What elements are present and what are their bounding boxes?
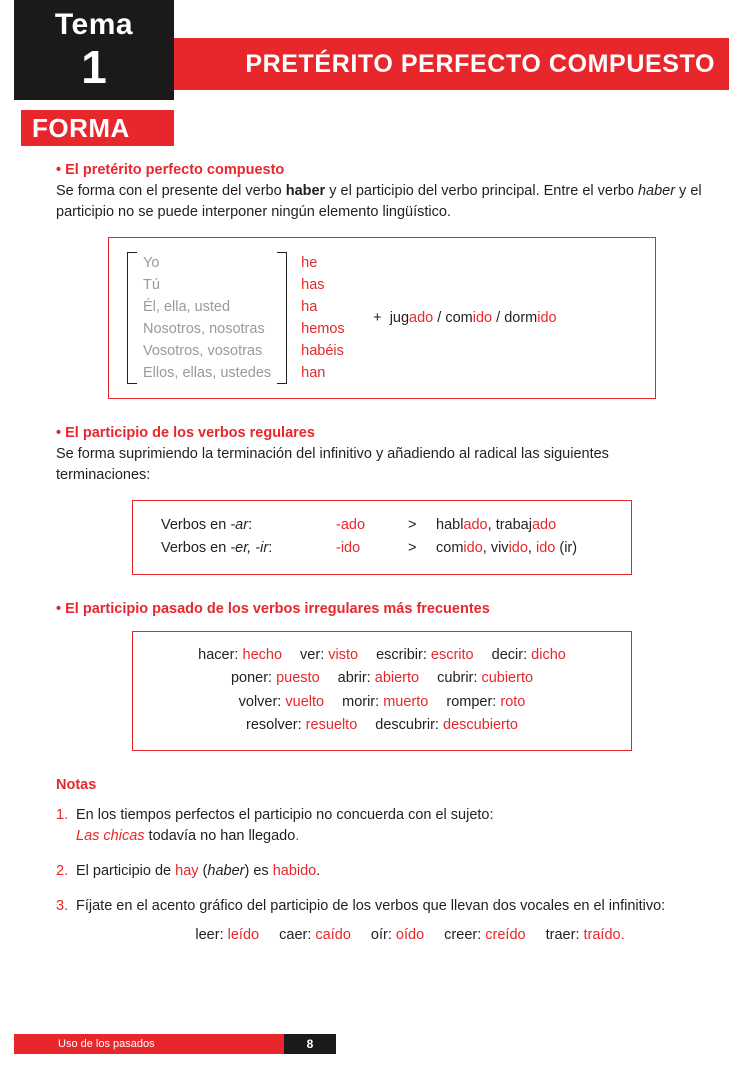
participle: puesto xyxy=(276,670,320,687)
ending: ido xyxy=(537,310,557,327)
nota-body xyxy=(76,896,704,946)
section-compuesto xyxy=(56,162,704,399)
participle: vuelto xyxy=(285,693,325,710)
ex-suffix: ido xyxy=(508,540,528,557)
participle: oído xyxy=(395,926,425,943)
participle: traído. xyxy=(583,926,625,943)
infinitive: resolver: xyxy=(246,717,302,734)
infinitive: abrir: xyxy=(337,670,371,687)
section-banner-forma xyxy=(14,110,174,146)
row-label xyxy=(161,537,336,560)
participle: resuelto xyxy=(305,717,358,734)
infinitive: traer: xyxy=(545,926,580,943)
infinitive: leer: xyxy=(195,926,224,943)
footer-title: Uso de los pasados xyxy=(58,1038,155,1050)
infinitive: descubrir: xyxy=(375,717,439,734)
ex-suffix: ido xyxy=(463,540,483,557)
label-text: Verbos en xyxy=(161,540,231,557)
nota-text: En los tiempos perfectos el participio no concuerda con el sujeto: xyxy=(76,806,494,823)
infinitive: escribir: xyxy=(376,646,427,663)
label-colon: : xyxy=(268,540,273,557)
participle: creído xyxy=(485,926,526,943)
label-colon: : xyxy=(248,517,253,534)
regular-participles-box xyxy=(132,500,632,574)
infinitive: decir: xyxy=(491,646,528,663)
title-bar xyxy=(174,38,729,90)
infinitive: volver: xyxy=(238,693,282,710)
banner-accent xyxy=(14,110,21,146)
nota-red-hay: hay xyxy=(175,862,199,879)
table-row xyxy=(161,514,631,537)
heading-irregulares: • El participio pasado de los verbos irregulares más frecuentes xyxy=(56,600,490,617)
participle: dicho xyxy=(531,646,566,663)
ex-stem: trabaj xyxy=(495,517,532,534)
ex-stem: com xyxy=(436,540,464,557)
p1-bold-haber: haber xyxy=(285,183,326,199)
nota-example-rest: todavía no han llegado xyxy=(144,827,296,844)
conjugation-row xyxy=(109,252,655,384)
vowel-verbs-line xyxy=(76,925,704,946)
heading-compuesto: • El pretérito perfecto compuesto xyxy=(56,162,285,178)
participle: descubierto xyxy=(443,717,518,734)
participle: caído xyxy=(315,926,351,943)
ending: ado xyxy=(409,310,434,327)
bracket-left xyxy=(127,252,137,384)
pronoun-item: Tú xyxy=(143,277,160,294)
participle: muerto xyxy=(383,693,429,710)
conjugation-box xyxy=(108,237,656,399)
infinitive: romper: xyxy=(446,693,497,710)
plus-sign: + xyxy=(373,310,382,327)
section-irregulares xyxy=(56,601,704,751)
ex-sep: , xyxy=(527,540,536,557)
nota-red-habido: habido xyxy=(272,862,317,879)
nota-end: . xyxy=(316,862,321,879)
pronoun-list xyxy=(137,252,277,384)
participle: visto xyxy=(328,646,359,663)
list-item xyxy=(56,861,704,882)
ex-stem: habl xyxy=(436,517,464,534)
participle: cubierto xyxy=(481,670,534,687)
ex-stem: viv xyxy=(490,540,509,557)
participle: roto xyxy=(500,693,526,710)
list-item xyxy=(56,805,704,847)
page-footer xyxy=(0,1034,729,1054)
irregular-row xyxy=(143,714,621,737)
table-row xyxy=(161,537,631,560)
page-header xyxy=(0,0,729,100)
tema-label: Tema xyxy=(54,8,134,41)
auxiliary-list xyxy=(287,252,365,384)
ex-sep: (ir) xyxy=(555,540,578,557)
row-arrow: > xyxy=(408,517,417,534)
paragraph-compuesto xyxy=(56,181,704,223)
nota-text: Fíjate en el acento gráfico del participio de los verbos que llevan dos vocales en el infinitivo: xyxy=(76,897,666,914)
auxiliary-item: ha xyxy=(301,299,318,316)
auxiliary-item: hemos xyxy=(301,321,345,338)
bracket-right xyxy=(277,252,287,384)
nota-example-italic: Las chicas xyxy=(76,827,145,844)
nota-number: 1. xyxy=(56,806,69,823)
nota-body xyxy=(76,805,704,847)
section-regulares xyxy=(56,425,704,574)
nota-body xyxy=(76,861,704,882)
irregular-row xyxy=(143,667,621,690)
auxiliary-item: he xyxy=(301,255,318,272)
tema-number: 1 xyxy=(81,41,107,93)
nota-mid2: ) es xyxy=(244,862,273,879)
ex-suffix: ado xyxy=(531,517,557,534)
infinitive: oír: xyxy=(370,926,392,943)
stem: jug xyxy=(389,310,410,327)
ex-suffix: ado xyxy=(463,517,488,534)
auxiliary-item: has xyxy=(301,277,325,294)
p1-text1: Se forma con el presente del verbo xyxy=(56,183,286,199)
infinitive: morir: xyxy=(342,693,380,710)
paragraph-regulares: Se forma suprimiendo la terminación del infinitivo y añadiendo al radical las siguientes terminaciones: xyxy=(56,446,609,484)
row-examples xyxy=(436,540,577,556)
pronoun-item: Nosotros, nosotras xyxy=(143,321,265,338)
section-label: FORMA xyxy=(32,113,130,143)
pronoun-item: Yo xyxy=(143,255,160,272)
participle: abierto xyxy=(374,670,420,687)
p1-text3: y el participio no se puede interponer ningún elemento lingüístico. xyxy=(56,183,702,221)
infinitive: cubrir: xyxy=(437,670,478,687)
nota-number: 3. xyxy=(56,897,69,914)
infinitive: creer: xyxy=(444,926,482,943)
irregular-row xyxy=(143,691,621,714)
irregular-participles-box xyxy=(132,631,632,751)
infinitive: ver: xyxy=(300,646,325,663)
heading-regulares: • El participio de los verbos regulares xyxy=(56,425,315,442)
content-area xyxy=(56,162,704,960)
ex-suffix: ido xyxy=(535,540,556,557)
nota-number: 2. xyxy=(56,862,69,879)
stem: dorm xyxy=(504,310,538,327)
sep1: / xyxy=(437,310,442,327)
nota-italic-haber: haber xyxy=(207,862,245,879)
label-italic: -er, -ir xyxy=(230,540,269,557)
row-ending: -ado xyxy=(336,517,366,534)
pronoun-item: Ellos, ellas, ustedes xyxy=(143,365,272,382)
pronoun-item: Él, ella, usted xyxy=(143,299,231,316)
ex-sep: , xyxy=(487,517,496,534)
row-label xyxy=(161,514,336,537)
tema-badge xyxy=(14,0,174,100)
nota-mid: ( xyxy=(198,862,208,879)
p1-text2: y el participio del verbo principal. Entre el verbo xyxy=(325,183,638,199)
nota-example-end: . xyxy=(295,827,300,844)
infinitive: poner: xyxy=(230,670,273,687)
ex-sep: , xyxy=(482,540,491,557)
participle-comido xyxy=(445,310,492,326)
p1-italic-haber: haber xyxy=(637,183,676,199)
ending: ido xyxy=(472,310,493,327)
row-examples xyxy=(436,517,556,533)
nota-pre: El participio de xyxy=(76,862,176,879)
row-arrow: > xyxy=(408,540,417,557)
participle: hecho xyxy=(242,646,283,663)
infinitive: caer: xyxy=(279,926,312,943)
participle: escrito xyxy=(430,646,474,663)
pronoun-item: Vosotros, vosotras xyxy=(143,343,263,360)
irregular-row xyxy=(143,644,621,667)
participle-examples xyxy=(365,310,556,326)
auxiliary-item: han xyxy=(301,365,326,382)
stem: com xyxy=(445,310,473,327)
notas-section xyxy=(56,777,704,946)
sep2: / xyxy=(496,310,501,327)
label-text: Verbos en xyxy=(161,517,231,534)
auxiliary-item: habéis xyxy=(301,343,344,360)
infinitive: hacer: xyxy=(198,646,239,663)
label-italic: -ar xyxy=(230,517,249,534)
page-number: 8 xyxy=(284,1034,336,1054)
participle: leído xyxy=(227,926,260,943)
row-ending: -ido xyxy=(336,540,361,557)
participle-jugado xyxy=(390,310,434,326)
pronoun-bracket xyxy=(127,252,287,384)
participle-dormido xyxy=(504,310,556,326)
list-item xyxy=(56,896,704,946)
notas-title: Notas xyxy=(56,776,97,793)
page-title: PRETÉRITO PERFECTO COMPUESTO xyxy=(245,50,715,78)
